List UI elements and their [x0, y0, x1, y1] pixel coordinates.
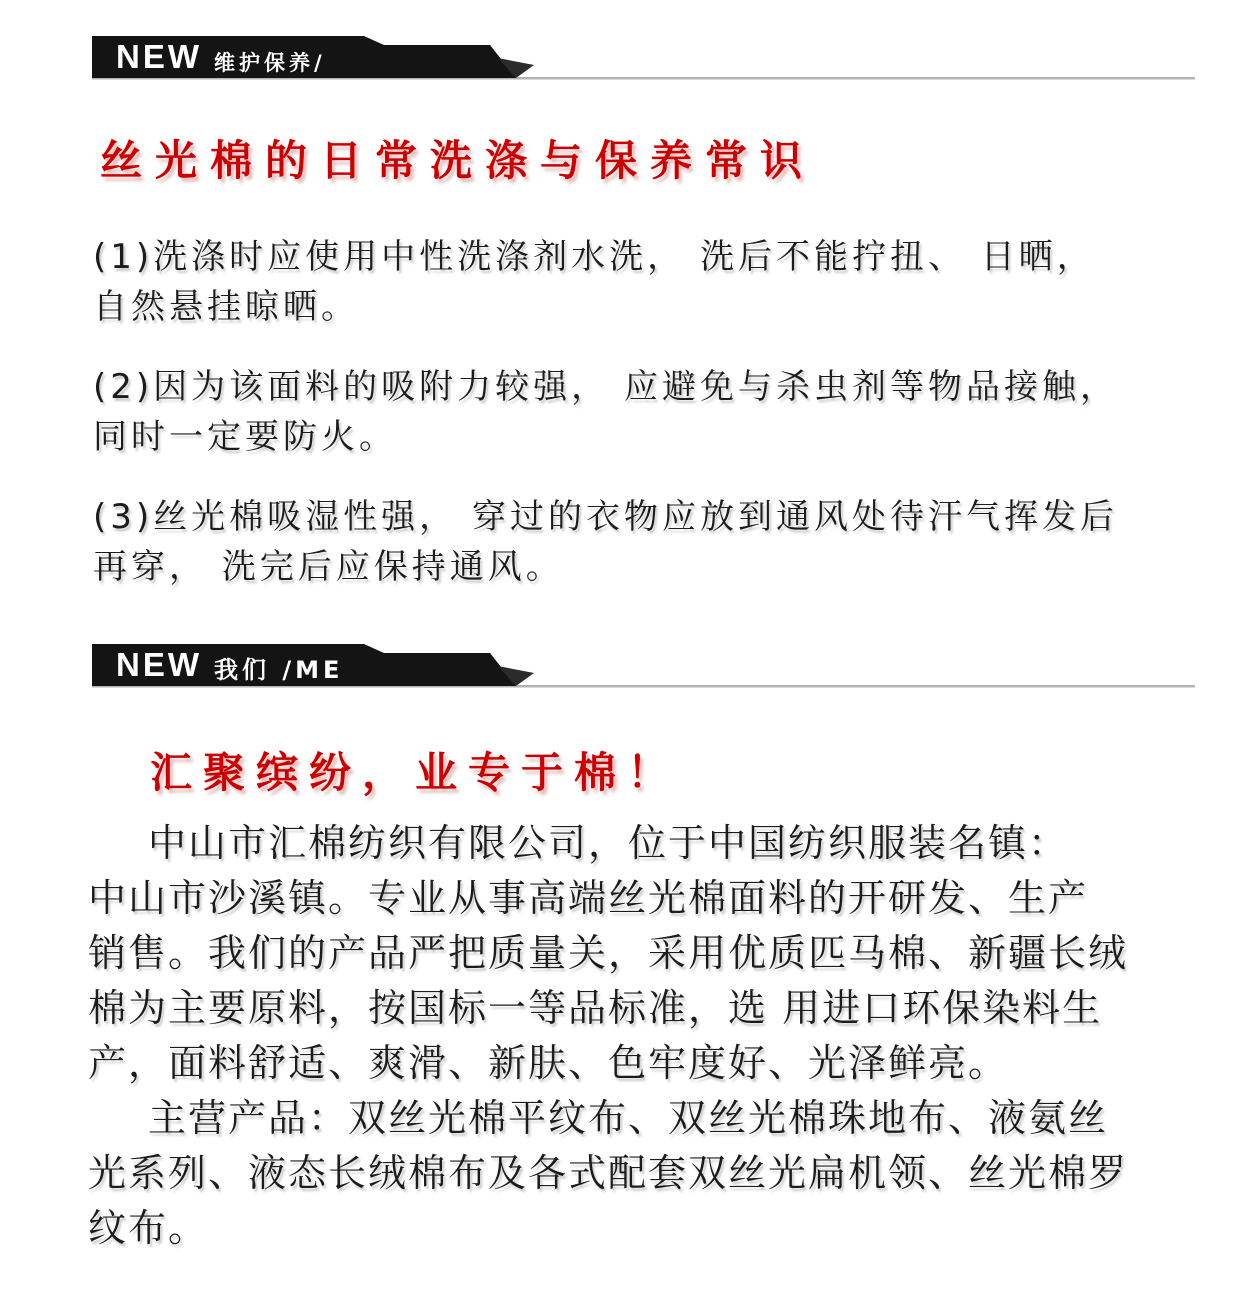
care-text-line: 同时一定要防火。 [93, 417, 397, 457]
about-text-line: 主营产品：双丝光棉平纹布、双丝光棉珠地布、液氨丝 [148, 1096, 1109, 1140]
banner-label-care: 维护保养/ [214, 51, 326, 75]
about-text-line: 光系列、液态长绒棉布及各式配套双丝光扁机领、丝光棉罗 [88, 1151, 1129, 1195]
about-slogan: 汇聚缤纷，业专于棉！ [150, 748, 681, 797]
care-text-line: (2)因为该面料的吸附力较强， 应避免与杀虫剂等物品接触， [93, 367, 1118, 407]
care-text-line: (1)洗涤时应使用中性洗涤剂水洗， 洗后不能拧扭、 日晒， [93, 237, 1095, 277]
about-text-line: 纹布。 [88, 1206, 209, 1250]
care-paragraph-3 [93, 492, 1183, 592]
care-text-line: 再穿， 洗完后应保持通风。 [93, 547, 564, 587]
banner-badge-new: NEW [116, 646, 202, 683]
about-text-line: 棉为主要原料，按国标一等品标准，选 用进口环保染料生 [88, 986, 1103, 1030]
care-instructions [93, 232, 1183, 622]
section-banner-care [92, 36, 1202, 82]
banner-badge-new: NEW [116, 38, 202, 75]
about-section [88, 740, 1188, 1256]
banner-label-about: 我们 /ME [214, 656, 344, 684]
about-text-line: 中山市汇棉纺织有限公司，位于中国纺织服装名镇： [148, 821, 1069, 865]
care-section-title: 丝光棉的日常洗涤与保养常识 [100, 136, 816, 185]
care-text-line: 自然悬挂晾晒。 [93, 287, 359, 327]
about-text-line: 中山市沙溪镇。专业从事高端丝光棉面料的开研发、生产 [88, 876, 1089, 920]
section-banner-about [92, 644, 1202, 690]
care-paragraph-1 [93, 232, 1183, 332]
about-text-line: 产，面料舒适、爽滑、新肤、色牢度好、光泽鲜亮。 [88, 1041, 1009, 1085]
care-text-line: (3)丝光棉吸湿性强， 穿过的衣物应放到通风处待汗气挥发后 [93, 497, 1118, 537]
care-paragraph-2 [93, 362, 1183, 462]
about-text-line: 销售。我们的产品严把质量关，采用优质匹马棉、新疆长绒 [88, 931, 1129, 975]
